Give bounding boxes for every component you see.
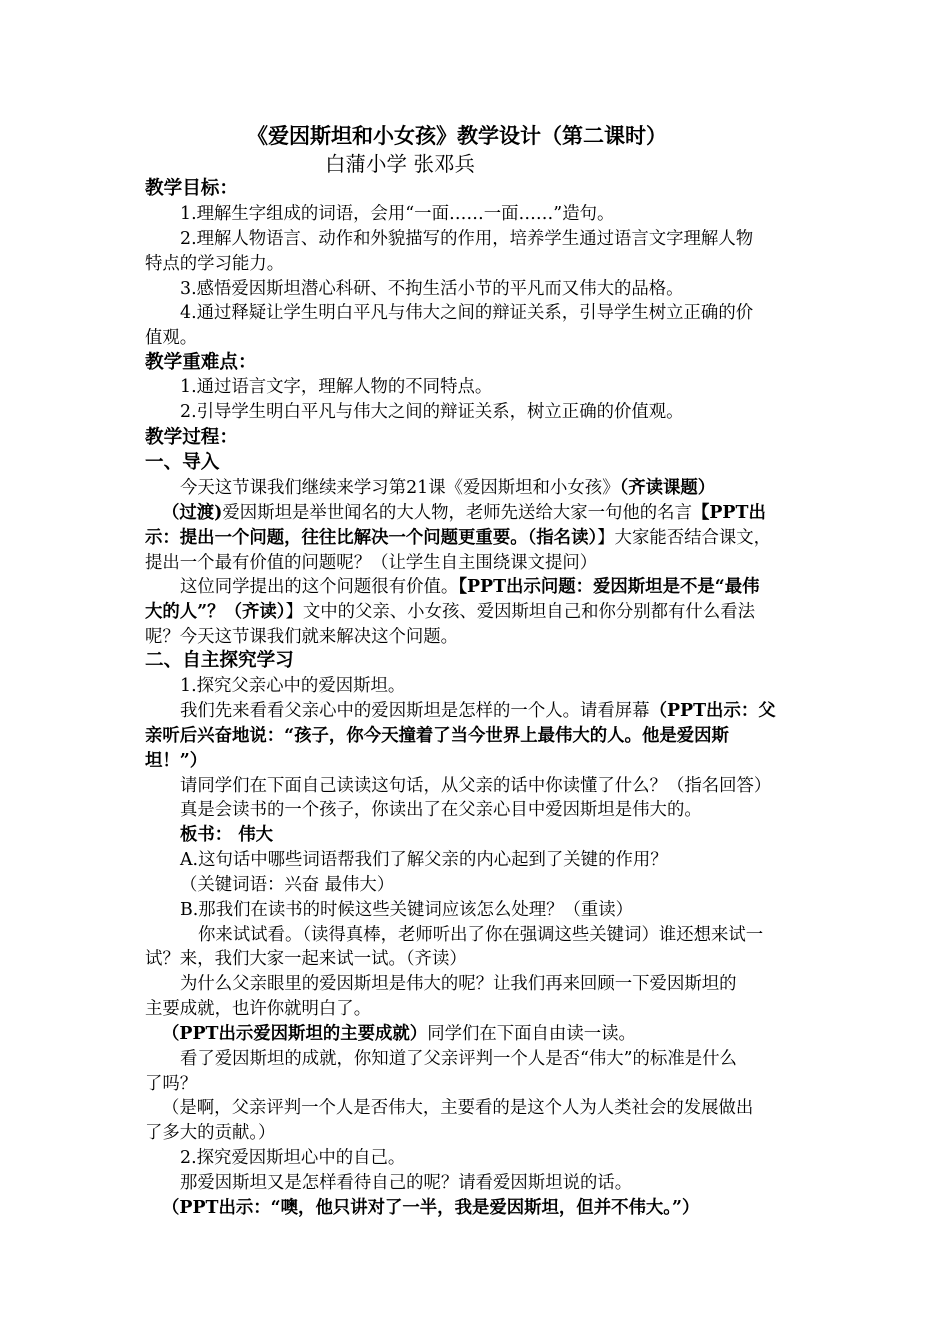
paragraph-line: 了多大的贡献。） (145, 1123, 276, 1143)
paragraph-line: （过渡)爱因斯坦是举世闻名的大人物，老师先送给大家一句他的名言【PPT出 (162, 503, 766, 523)
paragraph-line: 这位同学提出的这个问题很有价值。【PPT出示问题：爱因斯坦是不是“最伟 (180, 577, 760, 597)
paragraph-line: 大的人”？（齐读）】文中的父亲、小女孩、爱因斯坦自己和你分别都有什么看法 (145, 602, 755, 622)
section2-heading: 二、自主探究学习 (145, 650, 294, 671)
ppt-quote: （PPT出示：“噢，他只讲对了一半，我是爱因斯坦，但并不伟大。”） (162, 1198, 700, 1218)
paragraph-line: 示：提出一个问题，往往比解决一个问题更重要。（指名读）】大家能否结合课文， (145, 528, 772, 548)
question-a: A.这句话中哪些词语帮我们了解父亲的内心起到了关键的作用？ (180, 850, 668, 870)
paragraph-line: 试？来，我们大家一起来试一试。（齐读） (145, 949, 467, 969)
author-line: 白蒲小学 张邓兵 (325, 152, 476, 176)
objective-item-cont: 特点的学习能力。 (145, 254, 285, 274)
paragraph-line: 那爱因斯坦又是怎样看待自己的呢？请看爱因斯坦说的话。 (180, 1173, 633, 1193)
paragraph-line: 提出一个最有价值的问题呢？（让学生自主围绕课文提问） (145, 553, 598, 573)
objective-item: 2.理解人物语言、动作和外貌描写的作用，培养学生通过语言文字理解人物 (180, 229, 754, 249)
section1-heading: 一、导入 (145, 452, 220, 473)
paragraph-line: 请同学们在下面自己读读这句话，从父亲的话中你读懂了什么？（指名回答） (180, 776, 772, 796)
subsection-title: 1.探究父亲心中的爱因斯坦。 (180, 676, 406, 696)
objective-item: 1.理解生字组成的词语，会用“一面……一面……”造句。 (180, 204, 615, 224)
document-title: 《爱因斯坦和小女孩》教学设计（第二课时） (247, 124, 667, 148)
keypoints-heading: 教学重难点： (145, 352, 257, 373)
objectives-heading: 教学目标： (145, 178, 238, 199)
paragraph-line: 主要成就，也许你就明白了。 (145, 999, 372, 1019)
keypoint-item: 2.引导学生明白平凡与伟大之间的辩证关系，树立正确的价值观。 (180, 402, 684, 422)
process-heading: 教学过程： (145, 427, 238, 448)
paragraph-line: 为什么父亲眼里的爱因斯坦是伟大的呢？让我们再来回顾一下爱因斯坦的 (180, 974, 737, 994)
paragraph-line: 呢？今天这节课我们就来解决这个问题。 (145, 627, 459, 647)
keypoint-item: 1.通过语言文字，理解人物的不同特点。 (180, 377, 493, 397)
question-b: B.那我们在读书的时候这些关键词应该怎么处理？（重读） (180, 900, 634, 920)
paragraph-line: 了吗？ (145, 1074, 198, 1094)
board-writing: 板书： 伟大 (180, 825, 274, 845)
paragraph-line: 真是会读书的一个孩子，你读出了在父亲心目中爱因斯坦是伟大的。 (180, 800, 702, 820)
subsection-title: 2.探究爱因斯坦心中的自己。 (180, 1148, 406, 1168)
objective-item: 3.感悟爱因斯坦潜心科研、不拘生活小节的平凡而又伟大的品格。 (180, 279, 684, 299)
paragraph-line: 坦！”） (145, 751, 208, 771)
paragraph-line: 今天这节课我们继续来学习第21课《爱因斯坦和小女孩》（齐读课题） (180, 478, 716, 498)
paragraph-line: （PPT出示爱因斯坦的主要成就）同学们在下面自由读一读。 (162, 1024, 636, 1044)
paragraph-line: 看了爱因斯坦的成就，你知道了父亲评判一个人是否“伟大”的标准是什么 (180, 1049, 737, 1069)
answer-a: （关键词语：兴奋 最伟大） (180, 875, 395, 895)
paragraph-line: 我们先来看看父亲心中的爱因斯坦是怎样的一个人。请看屏幕（PPT出示：父 (180, 701, 776, 721)
objective-item-cont: 值观。 (145, 328, 198, 348)
paragraph-line: （是啊，父亲评判一个人是否伟大，主要看的是这个人为人类社会的发展做出 (162, 1098, 754, 1118)
objective-item: 4.通过释疑让学生明白平凡与伟大之间的辩证关系，引导学生树立正确的价 (180, 303, 754, 323)
paragraph-line: 你来试试看。（读得真棒，老师听出了你在强调这些关键词）谁还想来试一 (198, 925, 764, 945)
paragraph-line: 亲听后兴奋地说：“孩子，你今天撞着了当今世界上最伟大的人。他是爱因斯 (145, 726, 729, 746)
